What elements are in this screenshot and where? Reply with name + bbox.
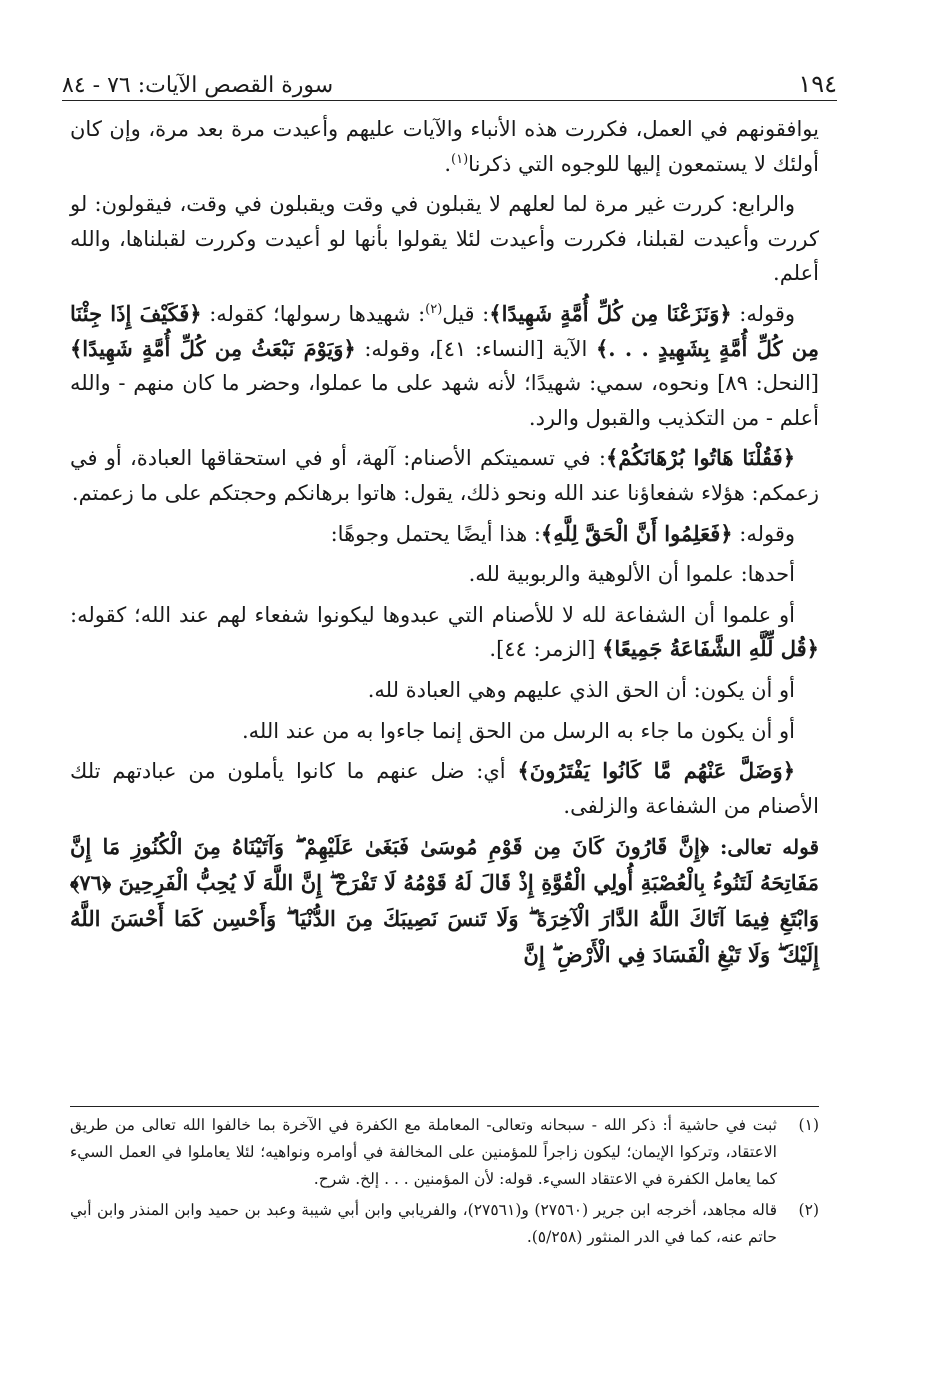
verse-block (70, 829, 819, 973)
paragraph-text: وقوله: (731, 301, 796, 326)
paragraph-text: . (444, 151, 452, 176)
quran-verse: ﴿إِنَّ قَارُونَ كَانَ مِن قَوْمِ مُوسَىٰ فَبَغَىٰ عَلَيْهِمْ ۖ وَآتَيْنَاهُ مِنَ الْكُنُوزِ مَا إِنَّ مَفَاتِحَهُ لَتَنُوءُ بِالْعُصْبَةِ أُولِي الْقُوَّةِ إِذْ قَالَ لَهُ قَوْمُهُ لَا تَفْرَحْ ۖ إِنَّ اللَّهَ لَا يُحِبُّ الْفَرِحِينَ ﴿٧٦﴾ وَابْتَغِ فِيمَا آتَاكَ اللَّهُ الدَّارَ الْآخِرَةَ ۖ وَلَا تَنسَ نَصِيبَكَ مِنَ الدُّنْيَا ۖ وَأَحْسِن كَمَا أَحْسَنَ اللَّهُ إِلَيْكَ ۖ وَلَا تَبْغِ الْفَسَادَ فِي الْأَرْضِ ۖ إِنَّ (70, 834, 819, 968)
paragraph-3 (70, 297, 819, 435)
quran-quote: ﴿وَيَوْمَ نَبْعَثُ مِن كُلِّ أُمَّةٍ شَهِيدًا﴾ (70, 335, 356, 361)
quran-quote: ﴿فَعَلِمُوا أَنَّ الْحَقَّ لِلَّهِ﴾ (540, 520, 733, 546)
paragraph-text: : هذا أيضًا يحتمل وجوهًا: (330, 521, 541, 546)
paragraph-text: يوافقونهم في العمل، فكررت هذه الأنباء والآيات عليهم وأعيدت مرة بعد مرة، وإن كان أولئك لا يستمعون إليها للوجوه التي ذكرنا (70, 117, 819, 176)
page-number: ١٩٤ (798, 70, 837, 98)
footnotes (70, 1112, 819, 1255)
paragraph-6: أحدها: علموا أن الألوهية والربوبية لله. (468, 562, 795, 587)
paragraph-4 (70, 441, 819, 510)
main-text (70, 112, 819, 979)
footnote-number: (١) (798, 1116, 819, 1134)
verse-lead: قوله تعالى: (709, 835, 820, 860)
paragraph-2: والرابع: كررت غير مرة لما لعلهم لا يقبلون في وقت ويقبلون في وقت، فيقولون: لو كررت وأعيدت لقبلنا، فكررت وأعيدت لئلا يقولوا بأنها لو أعيدت وكررت لقبلناها، والله أعلم. (70, 192, 819, 286)
footnote-rule (70, 1106, 819, 1107)
quran-quote: ﴿فَكَيْفَ إِذَا جِئْنَا مِن كُلِّ أُمَّةٍ بِشَهِيدٍ . . .﴾ (70, 300, 819, 361)
paragraph-text: أي: ضل عنهم ما كانوا يأملون من عبادتهم تلك الأصنام من الشفاعة والزلفى. (70, 759, 819, 818)
footnote-text: قاله مجاهد، أخرجه ابن جرير (٢٧٥٦٠) و(٢٧٥٦١)، والفريابي وابن أبي شيبة وعبد بن حميد وابن المنذر وابن أبي حاتم عنه، كما في الدر المنثور (٥/٢٥٨). (70, 1201, 777, 1246)
paragraph-text: الآية [النساء: ٤١]، وقوله: (355, 336, 596, 361)
paragraph-1 (70, 112, 819, 181)
header-rule (62, 100, 837, 101)
quran-quote: ﴿وَنَزَعْنَا مِن كُلِّ أُمَّةٍ شَهِيدًا﴾ (489, 300, 732, 326)
paragraph-7 (70, 598, 819, 667)
quran-quote: ﴿وَضَلَّ عَنْهُم مَّا كَانُوا يَفْتَرُونَ﴾ (517, 758, 795, 784)
quran-quote: ﴿قُل لِّلَّهِ الشَّفَاعَةُ جَمِيعًا﴾ (602, 636, 819, 662)
footnote-number: (٢) (798, 1201, 819, 1219)
paragraph-text: وقوله: (732, 521, 795, 546)
footnote-2 (70, 1197, 819, 1251)
paragraph-text: أو علموا أن الشفاعة لله لا للأصنام التي عبدوها ليكونوا شفعاء لهم عند الله؛ كقوله: (70, 602, 795, 627)
paragraph-text: [النحل: ٨٩] ونحوه، سمي: شهيدًا؛ لأنه شهد على ما عملوا، وحضر ما كان منهم - والله أعلم - من التكذيب والقبول والرد. (70, 371, 819, 430)
page-header (62, 58, 837, 98)
paragraph-10 (70, 754, 819, 823)
quran-quote: ﴿فَقُلْنَا هَاتُوا بُرْهَانَكُمْ﴾ (606, 445, 796, 471)
paragraph-5 (70, 517, 819, 552)
paragraph-text: : قيل (442, 301, 490, 326)
paragraph-9: أو أن يكون ما جاء به الرسل من الحق إنما جاءوا به من عند الله. (241, 718, 795, 743)
footnote-ref-2[interactable]: (٢) (425, 301, 443, 317)
paragraph-text: : شهيدها رسولها؛ كقوله: (201, 301, 426, 326)
footnote-ref-1[interactable]: (١) (451, 151, 469, 167)
paragraph-8: أو أن يكون: أن الحق الذي عليهم وهي العبادة لله. (367, 677, 795, 702)
paragraph-text: [الزمر: ٤٤]. (489, 637, 603, 662)
paragraph-text: : في تسميتكم الأصنام: آلهة، أو في استحقاقها العبادة، أو في زعمكم: هؤلاء شفعاؤنا عند الله ونحو ذلك، يقول: هاتوا برهانكم وحجتكم على ما زعمتم. (70, 446, 819, 505)
footnote-text: ثبت في حاشية أ: ذكر الله - سبحانه وتعالى- المعاملة مع الكفرة في الآخرة بما خالفوا الله تعالى من طريق الاعتقاد، وتركوا الإيمان؛ ليكون زاجراً للمؤمنين على المخالفة في أوامره ونواهيه؛ لئلا يعاملوا في العمل السيء كما يعامل الكفرة في الاعتقاد السيء. قوله: لأن المؤمنين . . . إلخ. شرح. (70, 1116, 777, 1188)
footnote-1 (70, 1112, 819, 1193)
running-title: سورة القصص الآيات: ٧٦ - ٨٤ (62, 73, 334, 98)
